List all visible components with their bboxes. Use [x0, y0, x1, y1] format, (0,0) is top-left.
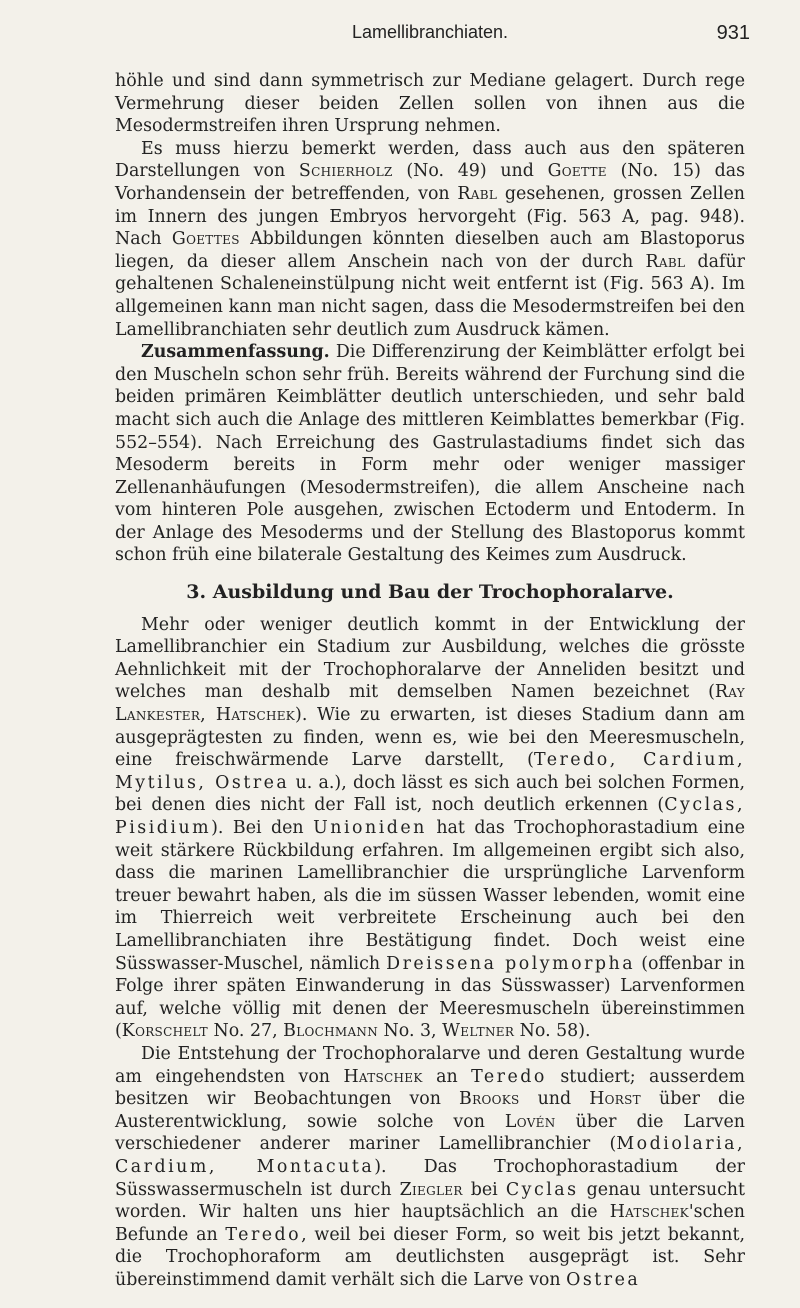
- author-name: Ray Lankester, Hatschek: [115, 682, 745, 726]
- author-name: Horst: [589, 1089, 641, 1110]
- author-name: Schierholz: [298, 161, 393, 182]
- genus-name: Teredo: [471, 1066, 547, 1087]
- genus-name: Cyclas, Pisidium: [115, 795, 745, 838]
- author-name: Lovén: [504, 1111, 556, 1132]
- author-name: Rabl: [645, 251, 686, 272]
- genus-name: Unioniden: [313, 818, 427, 838]
- genus-name: Cyclas: [505, 1179, 579, 1200]
- body-text: [115, 70, 745, 1291]
- author-name: Ziegler: [399, 1179, 463, 1200]
- genus-name: Dreissena polymorpha: [386, 953, 636, 974]
- running-title: Lamellibranchiaten.: [351, 22, 509, 42]
- genus-name: Modiolaria, Cardium, Montacuta: [115, 1134, 745, 1177]
- paragraph-summary: Zusammenfassung. Die Differenzirung der Keimblätter erfolgt bei den Muscheln schon sehr früh. Bereits während der Furchung sind die beiden primären Keimblätter deutlich unterschieden, und sehr bald macht sich auch die Anlage des mittleren Keimblattes bemerkbar (Fig. 552–554). Nach Erreichung des Gastrulastadiums findet sich das Mesoderm bereits in Form mehr oder weniger massiger Zellenanhäufungen (Mesodermstreifen), die allem Anscheine nach vom hinteren Pole ausgehen, zwischen Ectoderm und Entoderm. In der Anlage des Mesoderms und der Stellung des Blastoporus kommt schon früh eine bilaterale Gestaltung des Keimes zum Ausdruck.: [115, 342, 745, 566]
- paragraph-2: Es muss hierzu bemerkt werden, dass auch aus den späteren Darstellungen von Schierholz (No. 49) und Goette (No. 15) das Vorhandensein der betreffenden, von Rabl gesehenen, grossen Zellen im Innern des jungen Embryos hervorgeht (Fig. 563 A, pag. 948). Nach Goettes Abbildungen könnten dieselben auch am Blastoporus liegen, da dieser allem Anschein nach von der durch Rabl dafür gehaltenen Schaleneinstülpung nicht weit entfernt ist (Fig. 563 A). Im allgemeinen kann man nicht sagen, dass die Mesodermstreifen bei den Lamellibranchiaten sehr deutlich zum Ausdruck kämen.: [115, 138, 746, 340]
- author-name: Korschelt: [121, 1021, 208, 1042]
- genus-name: Ostrea: [566, 1269, 641, 1290]
- page-header: [110, 22, 750, 52]
- author-name: Goettes: [171, 229, 240, 250]
- paragraph-5: Die Entstehung der Trochophoralarve und deren Gestaltung wurde am eingehendsten von Hatschek an Teredo studiert; ausserdem besitzen wir Beobachtungen von Brooks und Horst über die Austerentwicklung, sowie solche von Lovén über die Larven verschiedener anderer mariner Lamellibranchier (Modiolaria, Cardium, Montacuta). Das Trochophorastadium der Süsswassermuscheln ist durch Ziegler bei Cyclas genau untersucht worden. Wir halten uns hier hauptsächlich an die Hatschek'schen Befunde an Teredo, weil bei dieser Form, so weit bis jetzt bekannt, die Trochophoraform am deutlichsten ausgeprägt ist. Sehr übereinstimmend damit verhält sich die Larve von Ostrea: [115, 1043, 745, 1290]
- author-name: Hatschek: [609, 1202, 689, 1223]
- genus-name: Teredo, Cardium, Mytilus, Ostrea: [115, 750, 745, 793]
- section-heading: 3. Ausbildung und Bau der Trochophoralarve.: [186, 581, 674, 604]
- paragraph-1: höhle und sind dann symmetrisch zur Mediane gelagert. Durch rege Vermehrung dieser beiden Zellen sollen von ihnen aus die Mesodermstreifen ihren Ursprung nehmen.: [115, 71, 745, 137]
- author-name: Blochmann: [283, 1021, 379, 1042]
- author-name: Goette: [547, 161, 607, 182]
- summary-lead: Zusammenfassung.: [141, 342, 330, 363]
- author-name: Rabl: [457, 183, 498, 204]
- genus-name: Teredo: [225, 1224, 302, 1245]
- author-name: Brooks: [459, 1089, 520, 1110]
- paragraph-4: Mehr oder weniger deutlich kommt in der Entwicklung der Lamellibranchier ein Stadium zur Ausbildung, welches die grösste Aehnlichkeit mit der Trochophoralarve der Anneliden besitzt und welches man deshalb mit demselben Namen bezeichnet (Ray Lankester, Hatschek). Wie zu erwarten, ist dieses Stadium dann am ausgeprägtesten zu finden, wenn es, wie bei den Meeresmuscheln, eine freischwärmende Larve darstellt, (Teredo, Cardium, Mytilus, Ostrea u. a.), doch lässt es sich auch bei solchen Formen, bei denen dies nicht der Fall ist, noch deutlich erkennen (Cyclas, Pisidium). Bei den Unioniden hat das Trochophorastadium eine weit stärkere Rückbildung erfahren. Im allgemeinen ergibt sich also, dass die marinen Lamellibranchier die ursprüngliche Larvenform treuer bewahrt haben, als die im süssen Wasser lebenden, womit eine im Thierreich weit verbreitete Erscheinung auch bei den Lamellibranchiaten ihre Bestätigung findet. Doch weist eine Süsswasser-Muschel, nämlich Dreissena polymorpha (offenbar in Folge ihrer späten Einwanderung in das Süsswasser) Larvenformen auf, welche völlig mit denen der Meeresmuscheln übereinstimmen (Korschelt No. 27, Blochmann No. 3, Weltner No. 58).: [115, 614, 746, 1042]
- page-number: 931: [716, 22, 750, 44]
- author-name: Hatschek: [343, 1066, 423, 1087]
- author-name: Weltner: [442, 1021, 515, 1042]
